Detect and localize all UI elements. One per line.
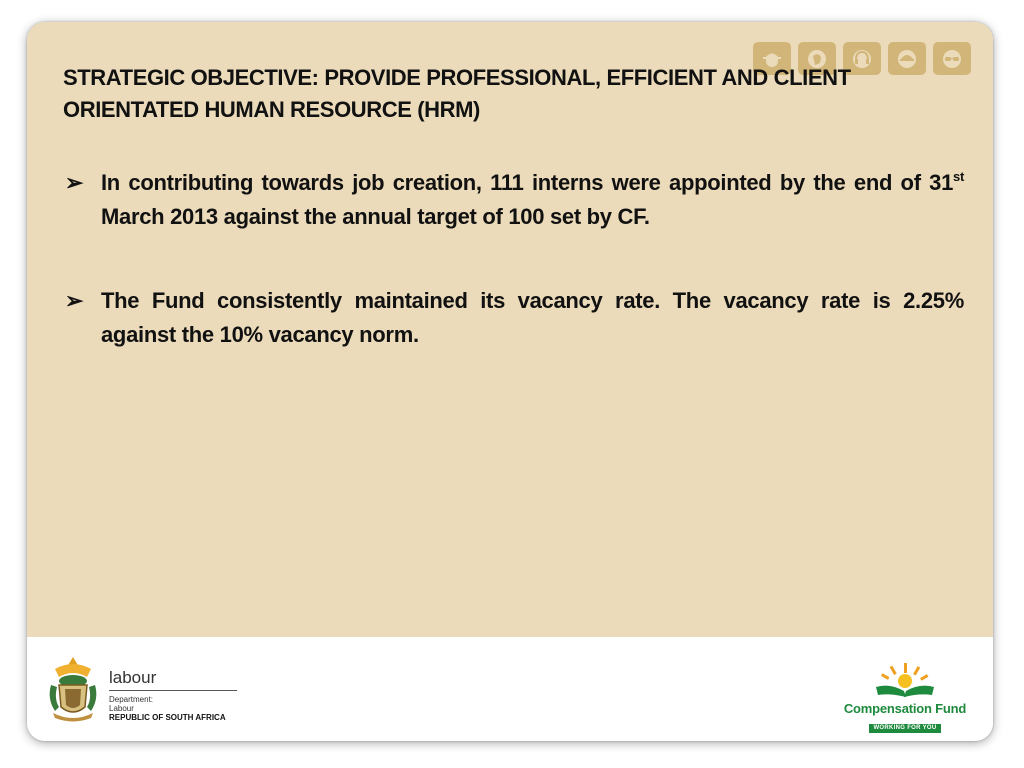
department-label: Department: — [109, 695, 154, 704]
compensation-fund-tagline: WORKING FOR YOU — [869, 724, 940, 733]
labour-logo — [45, 655, 239, 725]
bullet-text-part: In contributing towards job creation, 111 interns were appointed by the end of 31 — [101, 170, 954, 195]
slide-title: STRATEGIC OBJECTIVE: PROVIDE PROFESSIONAL, EFFICIENT AND CLIENT ORIENTATED HUMAN RESOURCE (HRM) — [63, 65, 851, 122]
content-panel — [27, 22, 993, 637]
bullet-text-interns — [101, 166, 964, 234]
country-name: REPUBLIC OF SOUTH AFRICA — [109, 713, 226, 722]
bullet-list — [63, 166, 964, 402]
bullet-item-vacancy — [63, 284, 964, 352]
arrow-bullet-icon: ➢ — [65, 288, 84, 313]
bullet-text-vacancy: The Fund consistently maintained its vacancy rate. The vacancy rate is 2.25% against the 10% vacancy norm. — [101, 288, 964, 347]
labour-text-block — [109, 669, 239, 723]
bullet-superscript: st — [953, 169, 964, 184]
footer — [27, 637, 993, 741]
sun-hands-icon — [870, 663, 940, 701]
coat-of-arms-icon — [45, 655, 101, 725]
compensation-fund-name: Compensation Fund — [843, 701, 967, 716]
bullet-text-part: March 2013 against the annual target of 100 set by CF. — [101, 204, 650, 229]
labour-wordmark: labour — [109, 668, 157, 687]
department-name: Labour — [109, 704, 134, 713]
bullet-item-interns — [63, 166, 964, 234]
slide-frame — [27, 22, 993, 741]
labour-divider — [109, 690, 237, 691]
arrow-bullet-icon: ➢ — [65, 170, 84, 195]
compensation-fund-logo — [835, 663, 975, 734]
